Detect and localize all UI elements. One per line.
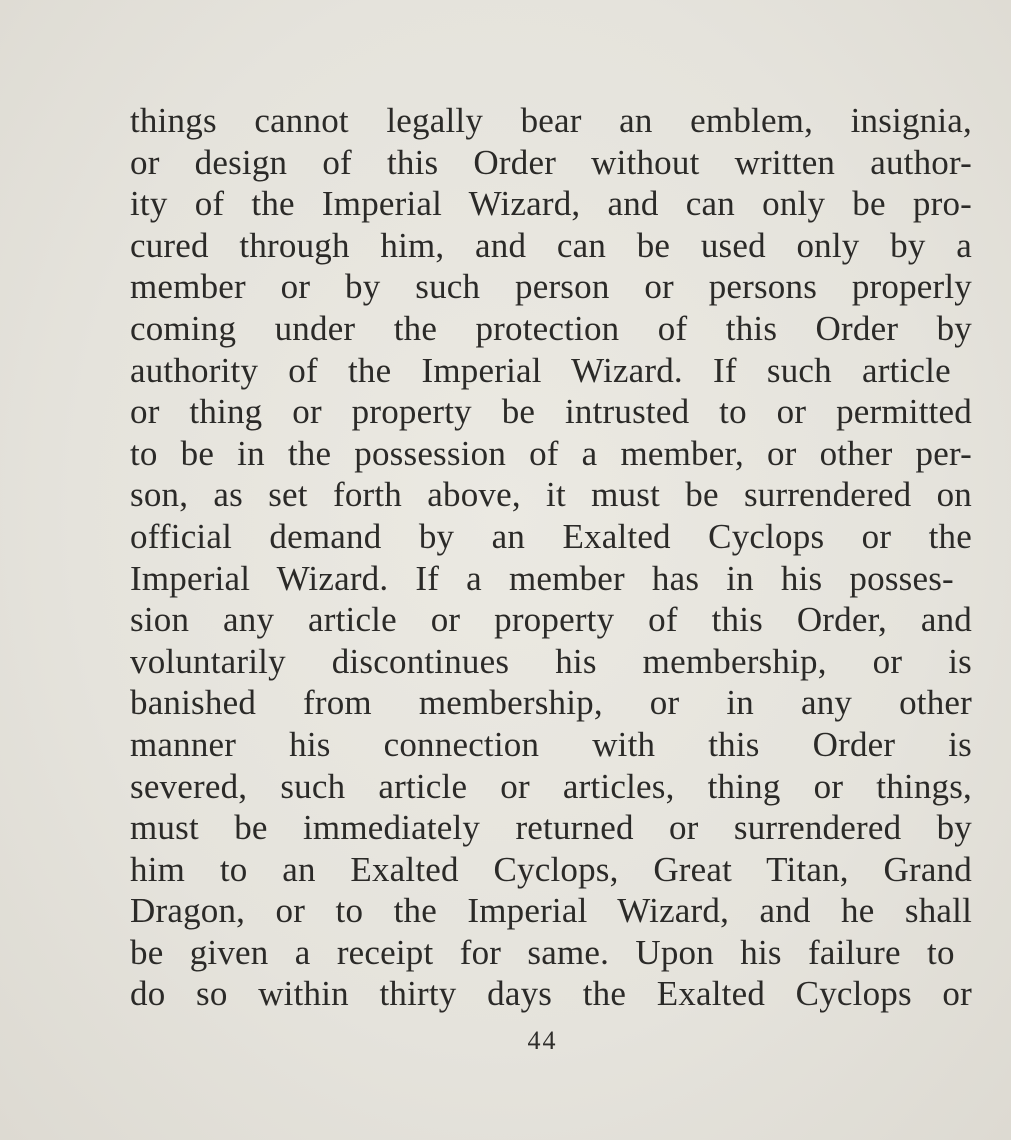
text-line: Dragon, or to the Imperial Wizard, and he shall: [130, 891, 972, 931]
text-line: cured through him, and can be used only by a: [130, 225, 972, 265]
body-text: [130, 100, 972, 1015]
text-line: do so within thirty days the Exalted Cyclops or: [130, 974, 972, 1014]
text-line: member or by such person or persons properly: [130, 267, 972, 307]
text-line: banished from membership, or in any other: [130, 683, 972, 723]
text-line: authority of the Imperial Wizard. If such article: [130, 350, 951, 390]
text-line: to be in the possession of a member, or other per-: [130, 433, 972, 473]
text-line: coming under the protection of this Order by: [130, 308, 972, 348]
text-line: him to an Exalted Cyclops, Great Titan, Grand: [130, 849, 972, 889]
page-number: 44: [527, 1026, 558, 1055]
text-line: son, as set forth above, it must be surrendered on: [130, 475, 972, 515]
text-line: severed, such article or articles, thing or things,: [130, 766, 972, 806]
text-line: sion any article or property of this Order, and: [130, 600, 972, 640]
text-line: must be immediately returned or surrendered by: [130, 808, 972, 848]
text-line: things cannot legally bear an emblem, insignia,: [130, 101, 972, 140]
text-line: ity of the Imperial Wizard, and can only be pro-: [130, 184, 972, 224]
text-line: official demand by an Exalted Cyclops or the: [130, 516, 972, 556]
text-line: manner his connection with this Order is: [130, 724, 972, 764]
text-line: or thing or property be intrusted to or permitted: [130, 392, 972, 432]
text-line: be given a receipt for same. Upon his failure to: [130, 932, 955, 972]
text-line: voluntarily discontinues his membership, or is: [130, 641, 972, 681]
text-line: or design of this Order without written author-: [130, 142, 972, 182]
text-line: Imperial Wizard. If a member has in his posses-: [130, 558, 954, 598]
